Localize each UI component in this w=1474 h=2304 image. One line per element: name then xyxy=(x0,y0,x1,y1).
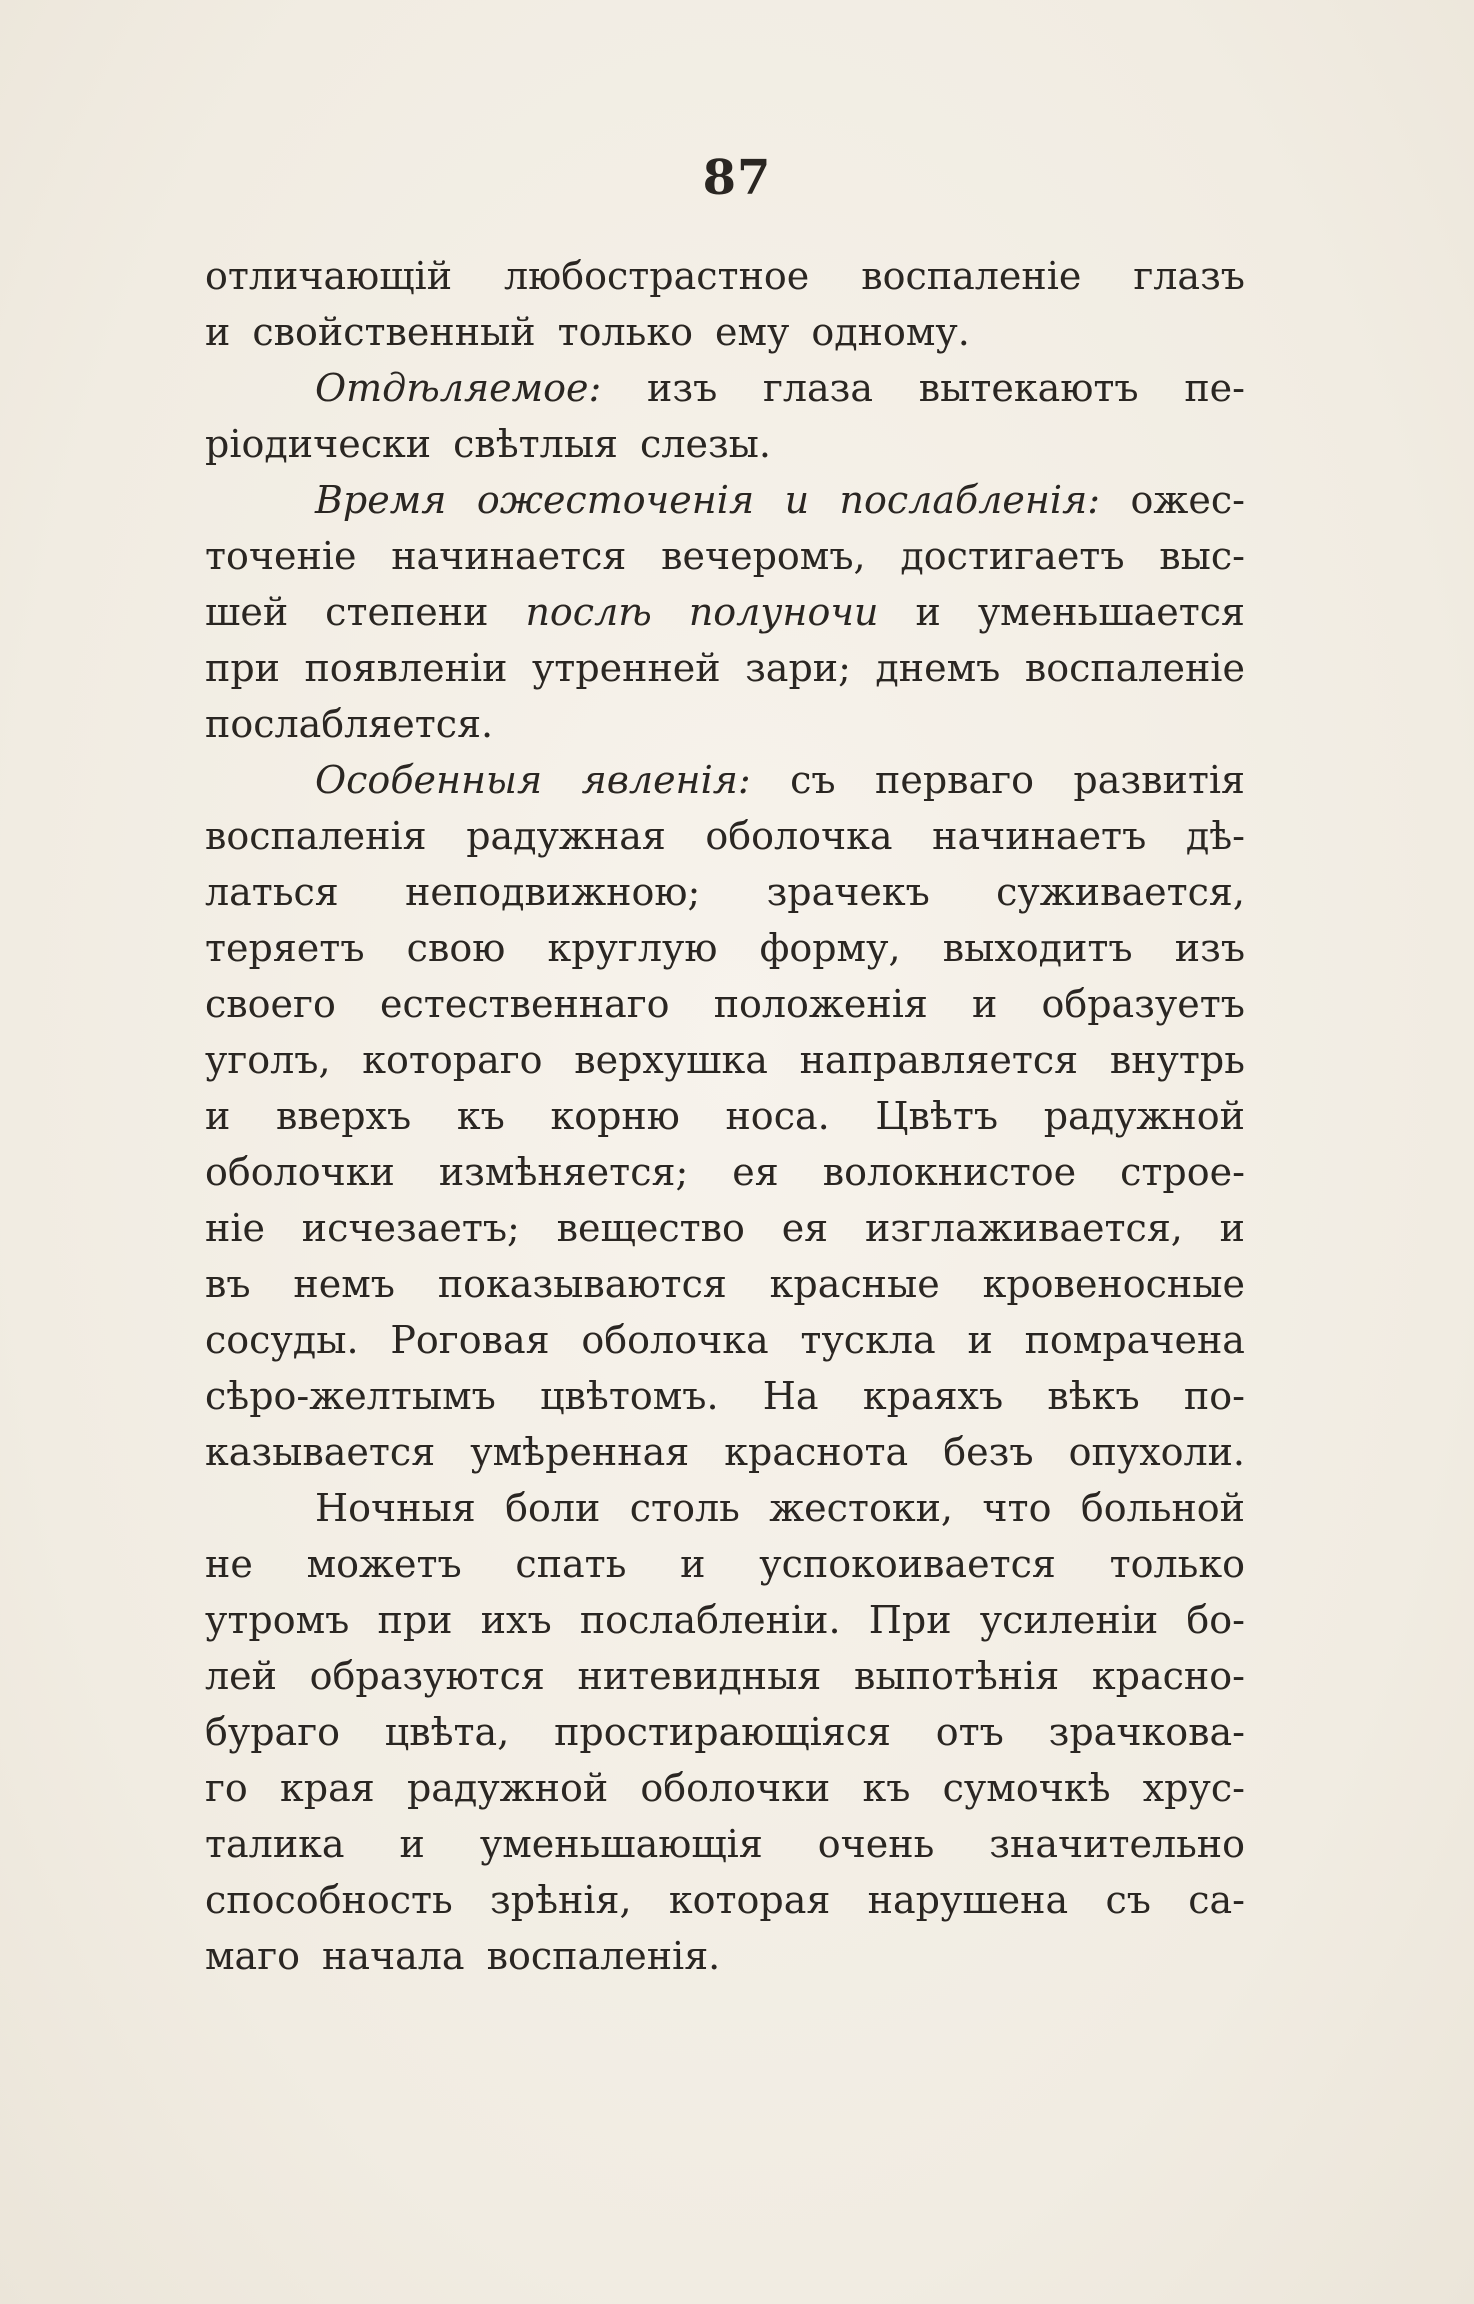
word: послѣ xyxy=(525,590,652,634)
word: Отдѣляемое: xyxy=(315,366,602,410)
text-line xyxy=(205,1592,1245,1648)
word: помрачена xyxy=(1024,1318,1245,1362)
text-line xyxy=(205,1424,1245,1480)
word: уменьшающія xyxy=(479,1822,763,1866)
word: спать xyxy=(515,1542,627,1586)
text-line xyxy=(205,1648,1245,1704)
text-line xyxy=(205,1144,1245,1200)
word: любострастное xyxy=(504,254,810,298)
word: изъ xyxy=(1174,926,1245,970)
word: степени xyxy=(325,590,489,634)
text-line xyxy=(205,584,1245,640)
word: при xyxy=(205,646,280,690)
word: вечеромъ, xyxy=(661,534,866,578)
word: ихъ xyxy=(480,1598,552,1642)
text-line xyxy=(205,1200,1245,1256)
word: бо- xyxy=(1186,1598,1245,1642)
word: своего xyxy=(205,982,336,1026)
word: по- xyxy=(1183,1374,1245,1418)
word: и xyxy=(915,590,941,634)
text-line xyxy=(205,1312,1245,1368)
word: ожес- xyxy=(1130,478,1245,522)
word: послабленіи. xyxy=(579,1598,841,1642)
word: отъ xyxy=(935,1710,1004,1754)
word: круглую xyxy=(547,926,718,970)
body-text xyxy=(205,248,1245,1984)
word: умѣренная xyxy=(470,1430,690,1474)
word: воспаленіе xyxy=(1024,646,1245,690)
word: котораго xyxy=(362,1038,543,1082)
word: краяхъ xyxy=(862,1374,1004,1418)
word: слезы. xyxy=(640,422,772,466)
word: хрус- xyxy=(1142,1766,1245,1810)
word: развитія xyxy=(1073,758,1245,802)
word: сумочкѣ xyxy=(942,1766,1111,1810)
word: начинается xyxy=(391,534,627,578)
word: шей xyxy=(205,590,289,634)
word: ему xyxy=(714,310,790,354)
text-line xyxy=(205,248,1245,304)
word: боли xyxy=(505,1486,601,1530)
text-line xyxy=(205,1816,1245,1872)
word: кровеносные xyxy=(982,1262,1245,1306)
word: направляется xyxy=(799,1038,1079,1082)
word: волокнистое xyxy=(822,1150,1077,1194)
word: Ночныя xyxy=(315,1486,476,1530)
word: положенія xyxy=(713,982,928,1026)
word: вѣкъ xyxy=(1047,1374,1140,1418)
word: полуночи xyxy=(688,590,879,634)
word: немъ xyxy=(293,1262,395,1306)
word: и xyxy=(967,1318,993,1362)
text-line xyxy=(205,1704,1245,1760)
word: и xyxy=(399,1822,425,1866)
word: вещество xyxy=(556,1206,745,1250)
word: значительно xyxy=(989,1822,1245,1866)
word: зрачекъ xyxy=(766,870,930,914)
word: ожесточенія xyxy=(476,478,755,522)
word: что xyxy=(982,1486,1052,1530)
text-line xyxy=(205,920,1245,976)
word: жестоки, xyxy=(769,1486,953,1530)
word: Роговая xyxy=(390,1318,550,1362)
word: и xyxy=(971,982,998,1026)
word: перваго xyxy=(875,758,1034,802)
word: радужная xyxy=(466,814,666,858)
word: опухоли. xyxy=(1068,1430,1245,1474)
text-line xyxy=(205,360,1245,416)
word: послабляется. xyxy=(205,702,494,746)
word: безъ xyxy=(943,1430,1034,1474)
word: глазъ xyxy=(1133,254,1245,298)
word: радужной xyxy=(1043,1094,1245,1138)
word: измѣняется; xyxy=(438,1150,689,1194)
word: Особенныя xyxy=(315,758,543,802)
text-line xyxy=(205,864,1245,920)
word: свойственный xyxy=(252,310,536,354)
word: способность xyxy=(205,1878,453,1922)
word: появленіи xyxy=(304,646,508,690)
word: образуетъ xyxy=(1041,982,1245,1026)
text-line xyxy=(205,416,1245,472)
word: оболочки xyxy=(640,1766,831,1810)
word: На xyxy=(762,1374,819,1418)
word: неподвижною; xyxy=(405,870,701,914)
text-line xyxy=(205,1088,1245,1144)
word: Время xyxy=(315,478,447,522)
word: пе- xyxy=(1184,366,1245,410)
word: днемъ xyxy=(875,646,1001,690)
word: оболочка xyxy=(705,814,893,858)
word: свою xyxy=(406,926,506,970)
word: показываются xyxy=(437,1262,727,1306)
word: изглаживается, xyxy=(864,1206,1183,1250)
word: и xyxy=(205,1094,231,1138)
word: теряетъ xyxy=(205,926,365,970)
word: уменьшается xyxy=(977,590,1245,634)
word: носа. xyxy=(725,1094,830,1138)
word: нарушена xyxy=(867,1878,1069,1922)
word: сѣро-желтымъ xyxy=(205,1374,496,1418)
word: воспаленія. xyxy=(486,1934,721,1978)
word: радужной xyxy=(406,1766,609,1810)
word: достигаетъ xyxy=(900,534,1125,578)
word: маго xyxy=(205,1934,300,1978)
word: только xyxy=(557,310,693,354)
text-line xyxy=(205,808,1245,864)
word: края xyxy=(280,1766,375,1810)
word: и xyxy=(784,478,810,522)
word: суживается, xyxy=(996,870,1245,914)
word: и xyxy=(205,310,231,354)
word: корню xyxy=(550,1094,680,1138)
text-line xyxy=(205,1928,1245,1984)
word: красные xyxy=(769,1262,940,1306)
text-line xyxy=(205,640,1245,696)
word: одному. xyxy=(811,310,970,354)
word: вытекаютъ xyxy=(918,366,1139,410)
word: отличающій xyxy=(205,254,453,298)
word: съ xyxy=(790,758,836,802)
text-line xyxy=(205,528,1245,584)
word: больной xyxy=(1080,1486,1245,1530)
text-line xyxy=(205,1760,1245,1816)
word: ріодически xyxy=(205,422,432,466)
word: воспаленія xyxy=(205,814,427,858)
word: естественнаго xyxy=(379,982,670,1026)
word: При xyxy=(868,1598,952,1642)
word: изъ xyxy=(647,366,718,410)
word: зрѣнія, xyxy=(490,1878,632,1922)
word: казывается xyxy=(205,1430,436,1474)
word: только xyxy=(1109,1542,1245,1586)
word: съ xyxy=(1105,1878,1151,1922)
word: нитевидныя xyxy=(577,1654,822,1698)
word: сосуды. xyxy=(205,1318,359,1362)
word: латься xyxy=(205,870,339,914)
text-line xyxy=(205,1256,1245,1312)
text-line xyxy=(205,1480,1245,1536)
word: выпотѣнія xyxy=(854,1654,1060,1698)
word: внутрь xyxy=(1109,1038,1245,1082)
word: успокоивается xyxy=(759,1542,1056,1586)
word: которая xyxy=(668,1878,831,1922)
text-line xyxy=(205,1536,1245,1592)
word: уголъ, xyxy=(205,1038,331,1082)
word: начала xyxy=(322,1934,465,1978)
word: Цвѣтъ xyxy=(875,1094,999,1138)
word: начинаетъ xyxy=(932,814,1147,858)
word: ея xyxy=(732,1150,779,1194)
word: къ xyxy=(862,1766,911,1810)
word: верхушка xyxy=(574,1038,768,1082)
text-line xyxy=(205,304,1245,360)
word: оболочка xyxy=(581,1318,769,1362)
text-line xyxy=(205,1368,1245,1424)
word: дѣ- xyxy=(1185,814,1245,858)
word: утренней xyxy=(531,646,721,690)
word: ея xyxy=(781,1206,829,1250)
word: простирающіяся xyxy=(554,1710,891,1754)
word: и xyxy=(1219,1206,1245,1250)
word: ніе xyxy=(205,1206,265,1250)
word: глаза xyxy=(762,366,874,410)
word: явленія: xyxy=(581,758,751,802)
text-line xyxy=(205,1872,1245,1928)
word: краснота xyxy=(724,1430,909,1474)
word: строе- xyxy=(1120,1150,1245,1194)
word: можетъ xyxy=(306,1542,462,1586)
word: са- xyxy=(1188,1878,1245,1922)
word: свѣтлыя xyxy=(453,422,619,466)
word: очень xyxy=(817,1822,935,1866)
word: зари; xyxy=(745,646,851,690)
word: не xyxy=(205,1542,253,1586)
word: въ xyxy=(205,1262,251,1306)
word: талика xyxy=(205,1822,345,1866)
word: при xyxy=(377,1598,453,1642)
word: исчезаетъ; xyxy=(301,1206,520,1250)
text-line xyxy=(205,1032,1245,1088)
word: столь xyxy=(629,1486,740,1530)
word: форму, xyxy=(759,926,901,970)
text-line xyxy=(205,696,1245,752)
word: усиленіи xyxy=(979,1598,1159,1642)
text-line xyxy=(205,472,1245,528)
word: послабленія: xyxy=(839,478,1101,522)
page-number: 87 xyxy=(702,150,772,206)
word: воспаленіе xyxy=(861,254,1082,298)
word: тускла xyxy=(800,1318,936,1362)
word: оболочки xyxy=(205,1150,395,1194)
word: точеніе xyxy=(205,534,357,578)
word: образуются xyxy=(309,1654,545,1698)
word: го xyxy=(205,1766,248,1810)
text-line xyxy=(205,752,1245,808)
word: выс- xyxy=(1159,534,1245,578)
word: цвѣтомъ. xyxy=(540,1374,719,1418)
word: цвѣта, xyxy=(384,1710,510,1754)
word: зрачкова- xyxy=(1048,1710,1245,1754)
text-line xyxy=(205,976,1245,1032)
word: къ xyxy=(456,1094,505,1138)
word: бураго xyxy=(205,1710,341,1754)
word: вверхъ xyxy=(275,1094,412,1138)
word: утромъ xyxy=(205,1598,350,1642)
word: красно- xyxy=(1091,1654,1245,1698)
word: выходитъ xyxy=(942,926,1133,970)
word: и xyxy=(680,1542,706,1586)
word: лей xyxy=(205,1654,277,1698)
